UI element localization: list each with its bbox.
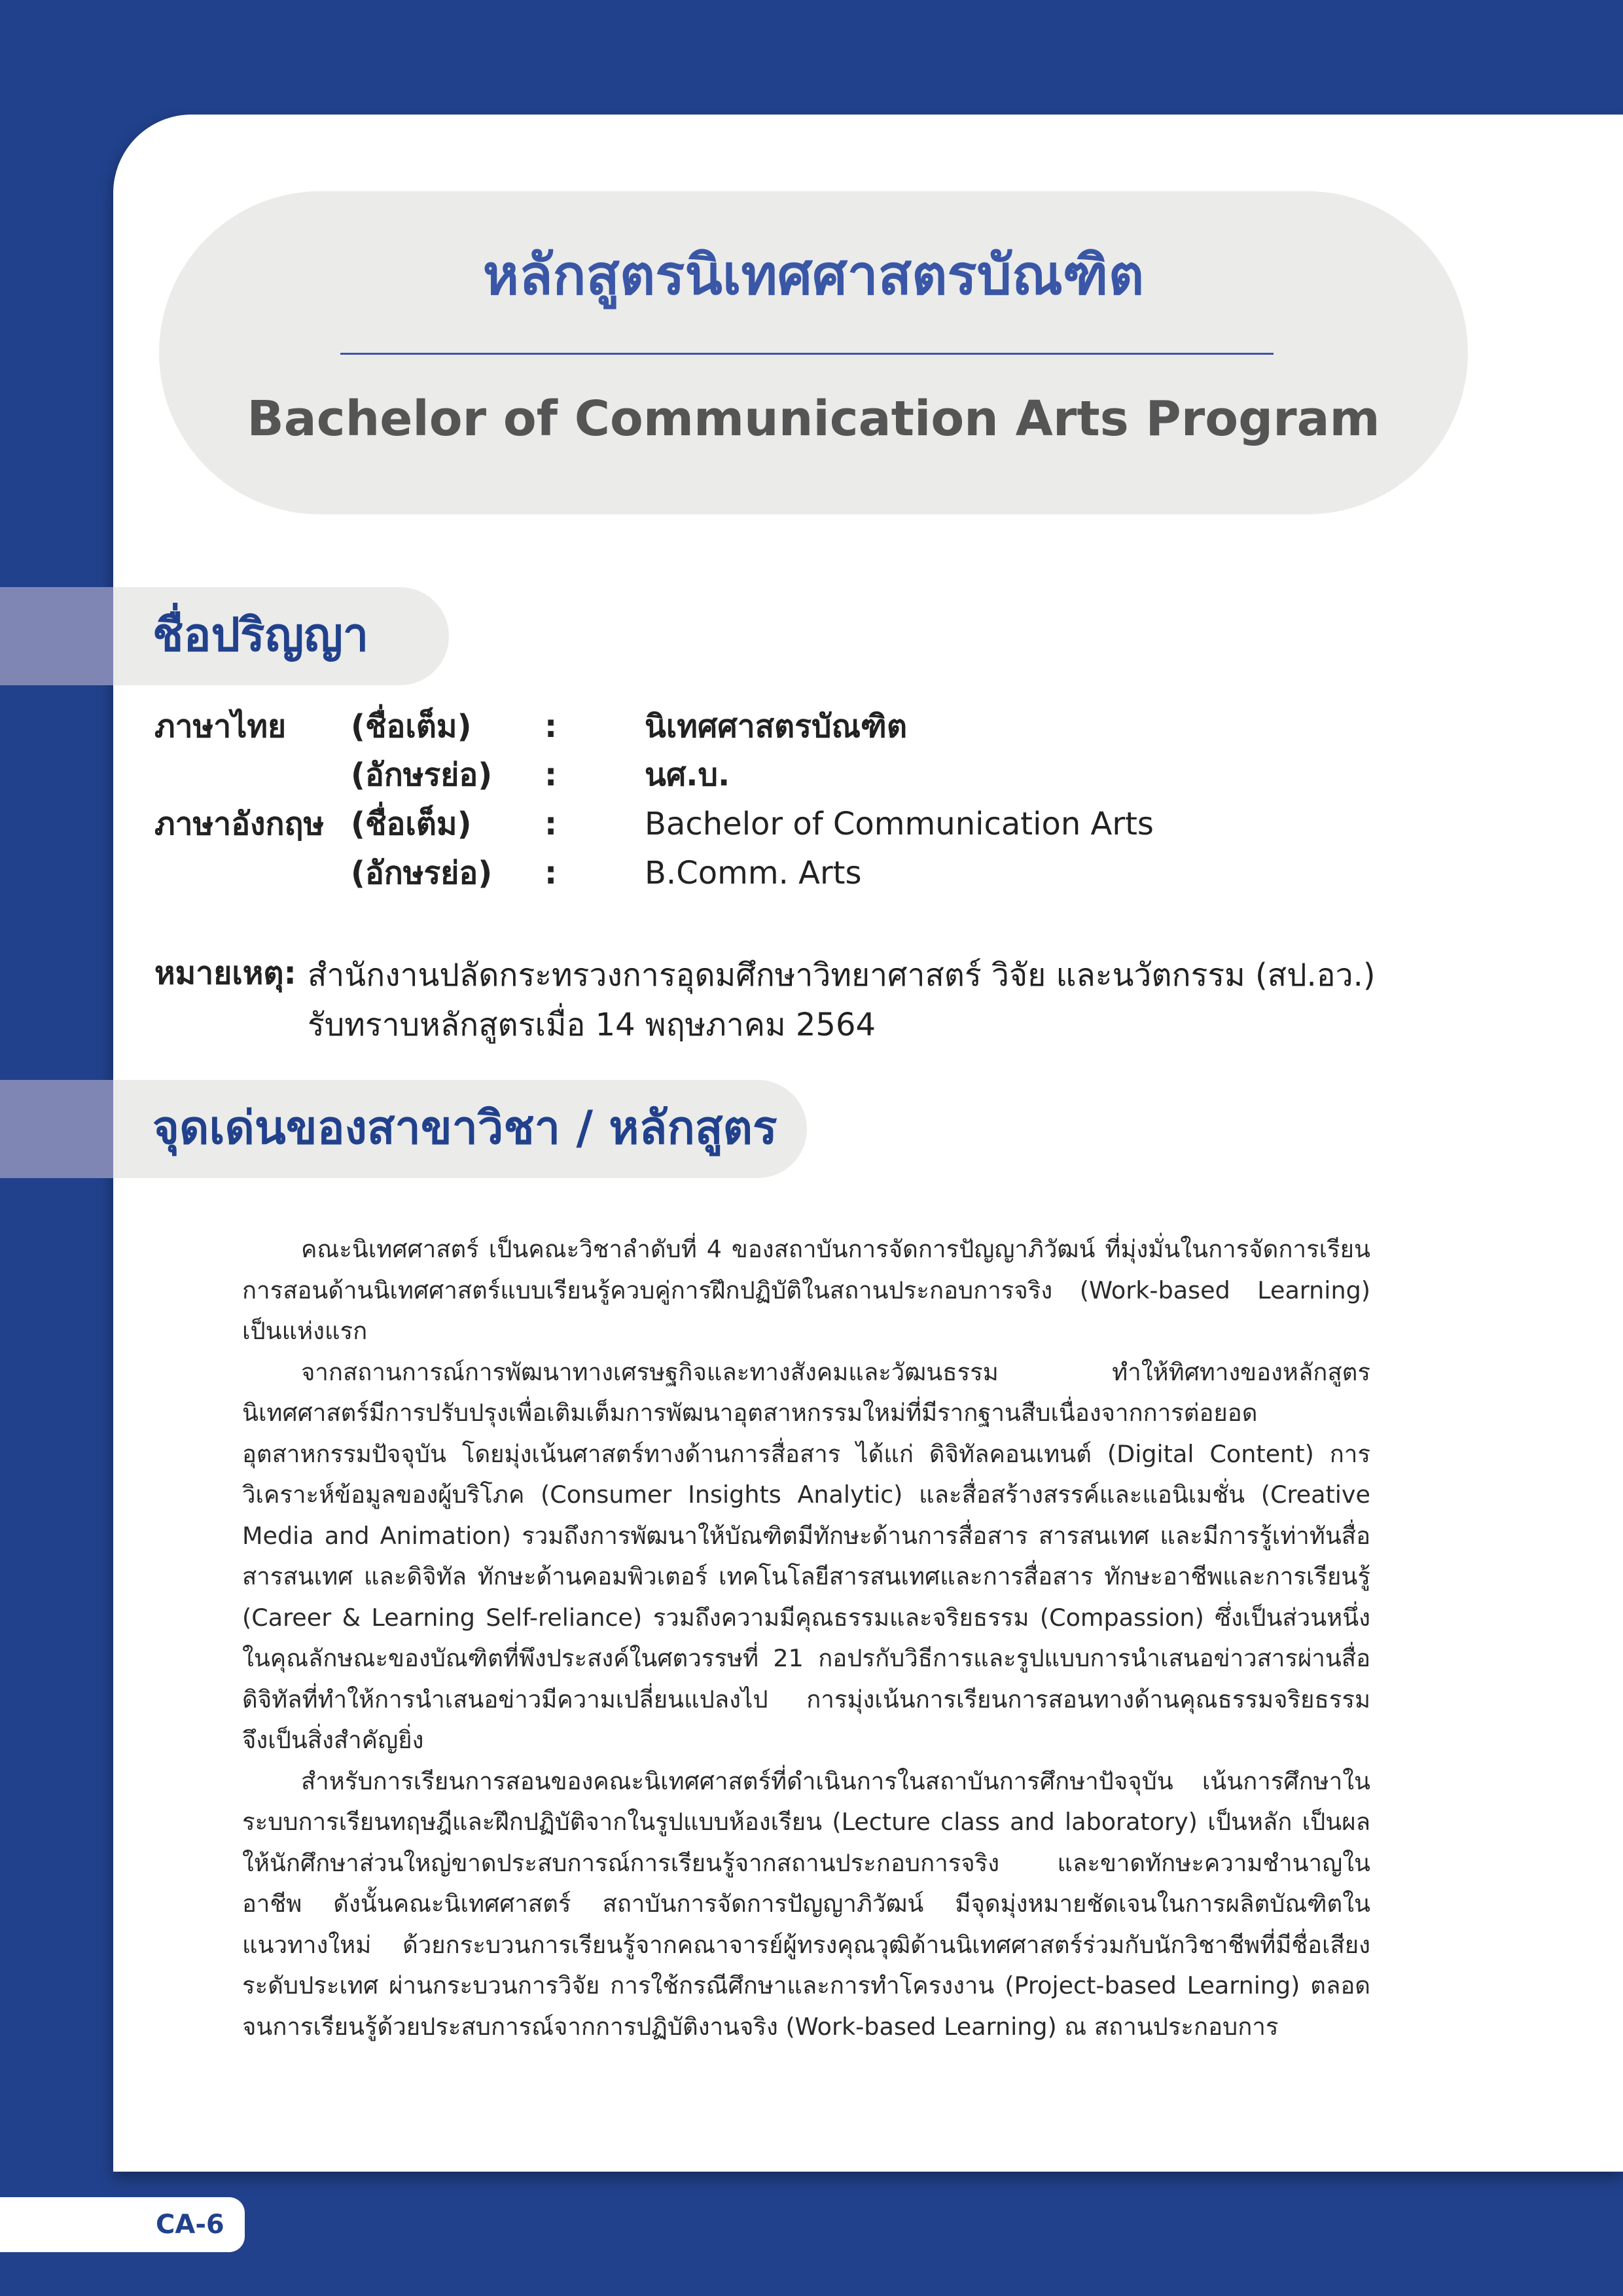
page-number-tab (0, 2197, 245, 2252)
degree-separator: : (544, 806, 558, 842)
body-paragraph: สำหรับการเรียนการสอนของคณะนิเทศศาสตร์ที่ดำเนินการในสถาบันการศึกษาปัจจุบัน เน้นการศึกษาในระบบการเรียนทฤษฎีและฝึกปฏิบัติจากในรูปแบบห้องเรียน (Lecture class and laboratory) เป็นหลัก เป็นผลให้นักศึกษาส่วนใหญ่ขาดประสบการณ์การเรียนรู้จากสถานประกอบการจริง และขาดทักษะความชำนาญในอาชีพ ดังนั้นคณะนิเทศศาสตร์ สถาบันการจัดการปัญญาภิวัฒน์ มีจุดมุ่งหมายชัดเจนในการผลิตบัณฑิตในแนวทางใหม่ ด้วยกระบวนการเรียนรู้จากคณาจารย์ผู้ทรงคุณวุฒิด้านนิเทศศาสตร์ร่วมกับนักวิชาชีพที่มีชื่อเสียงระดับประเทศ ผ่านกระบวนการวิจัย การใช้กรณีศึกษาและการทำโครงงาน (Project-based Learning) ตลอดจนการเรียนรู้ด้วยประสบการณ์จากการปฏิบัติงานจริง (Work-based Learning) ณ สถานประกอบการ (242, 1767, 1370, 2041)
degree-separator: : (544, 708, 558, 745)
title-divider (340, 353, 1274, 355)
highlights-body (242, 1229, 1370, 2047)
page-title-thai: หลักสูตรนิเทศศาสตรบัณฑิต (482, 243, 1145, 307)
degree-type-abbr: (อักษรย่อ) (351, 855, 493, 891)
degree-separator: : (544, 855, 558, 891)
note-line: สำนักงานปลัดกระทรวงการอุดมศึกษาวิทยาศาสตร์ วิจัย และนวัตกรรม (สป.อว.) (308, 957, 1376, 994)
degree-lang-thai: ภาษาไทย (154, 708, 287, 745)
degree-lang-english: ภาษาอังกฤษ (154, 806, 325, 842)
note-line: รับทราบหลักสูตรเมื่อ 14 พฤษภาคม 2564 (308, 1007, 876, 1043)
degree-value-english-full: Bachelor of Communication Arts (645, 806, 1154, 842)
degree-heading: ชื่อปริญญา (152, 608, 369, 662)
title-banner (159, 191, 1468, 514)
degree-heading-tab (113, 587, 449, 685)
note-label: หมายเหตุ: (154, 955, 296, 992)
body-paragraph: จากสถานการณ์การพัฒนาทางเศรษฐกิจและทางสังคมและวัฒนธรรม ทำให้ทิศทางของหลักสูตรนิเทศศาสตร์มีการปรับปรุงเพื่อเติมเต็มการพัฒนาอุตสาหกรรมใหม่ที่มีรากฐานสืบเนื่องจากการต่อยอดอุตสาหกรรมปัจจุบัน โดยมุ่งเน้นศาสตร์ทางด้านการสื่อสาร ได้แก่ ดิจิทัลคอนเทนต์ (Digital Content) การวิเคราะห์ข้อมูลของผู้บริโภค (Consumer Insights Analytic) และสื่อสร้างสรรค์และแอนิเมชั่น (Creative Media and Animation) รวมถึงการพัฒนาให้บัณฑิตมีทักษะด้านการสื่อสาร สารสนเทศ และมีการรู้เท่าทันสื่อ สารสนเทศ และดิจิทัล ทักษะด้านคอมพิวเตอร์ เทคโนโลยีสารสนเทศและการสื่อสาร ทักษะอาชีพและการเรียนรู้ (Career & Learning Self-reliance) รวมถึงความมีคุณธรรมและจริยธรรม (Compassion) ซึ่งเป็นส่วนหนึ่งในคุณลักษณะของบัณฑิตที่พึงประสงค์ในศตวรรษที่ 21 กอปรกับวิธีการและรูปแบบการนำเสนอข่าวสารผ่านสื่อดิจิทัลที่ทำให้การนำเสนอข่าวมีความเปลี่ยนแปลงไป การมุ่งเน้นการเรียนการสอนทางด้านคุณธรรมจริยธรรม จึงเป็นสิ่งสำคัญยิ่ง (242, 1357, 1370, 1754)
degree-separator: : (544, 757, 558, 793)
page-title-english: Bachelor of Communication Arts Program (247, 391, 1380, 447)
degree-value-english-abbr: B.Comm. Arts (645, 855, 862, 891)
degree-type-full: (ชื่อเต็ม) (351, 708, 472, 745)
highlights-heading: จุดเด่นของสาขาวิชา / หลักสูตร (152, 1101, 777, 1155)
degree-value-thai-abbr: นศ.บ. (645, 757, 730, 793)
degree-type-abbr: (อักษรย่อ) (351, 757, 493, 793)
degree-type-full: (ชื่อเต็ม) (351, 806, 472, 842)
body-paragraph: คณะนิเทศศาสตร์ เป็นคณะวิชาลำดับที่ 4 ของสถาบันการจัดการปัญญาภิวัฒน์ ที่มุ่งมั่นในการจัดการเรียนการสอนด้านนิเทศศาสตร์แบบเรียนรู้ควบคู่การฝึกปฏิบัติในสถานประกอบการจริง (Work-based Learning) เป็นแห่งแรก (242, 1235, 1370, 1345)
degree-value-thai-full: นิเทศศาสตรบัณฑิต (645, 708, 908, 745)
highlights-heading-tab (113, 1080, 807, 1178)
note-text (308, 950, 1376, 1050)
page-number: CA-6 (156, 2210, 224, 2240)
